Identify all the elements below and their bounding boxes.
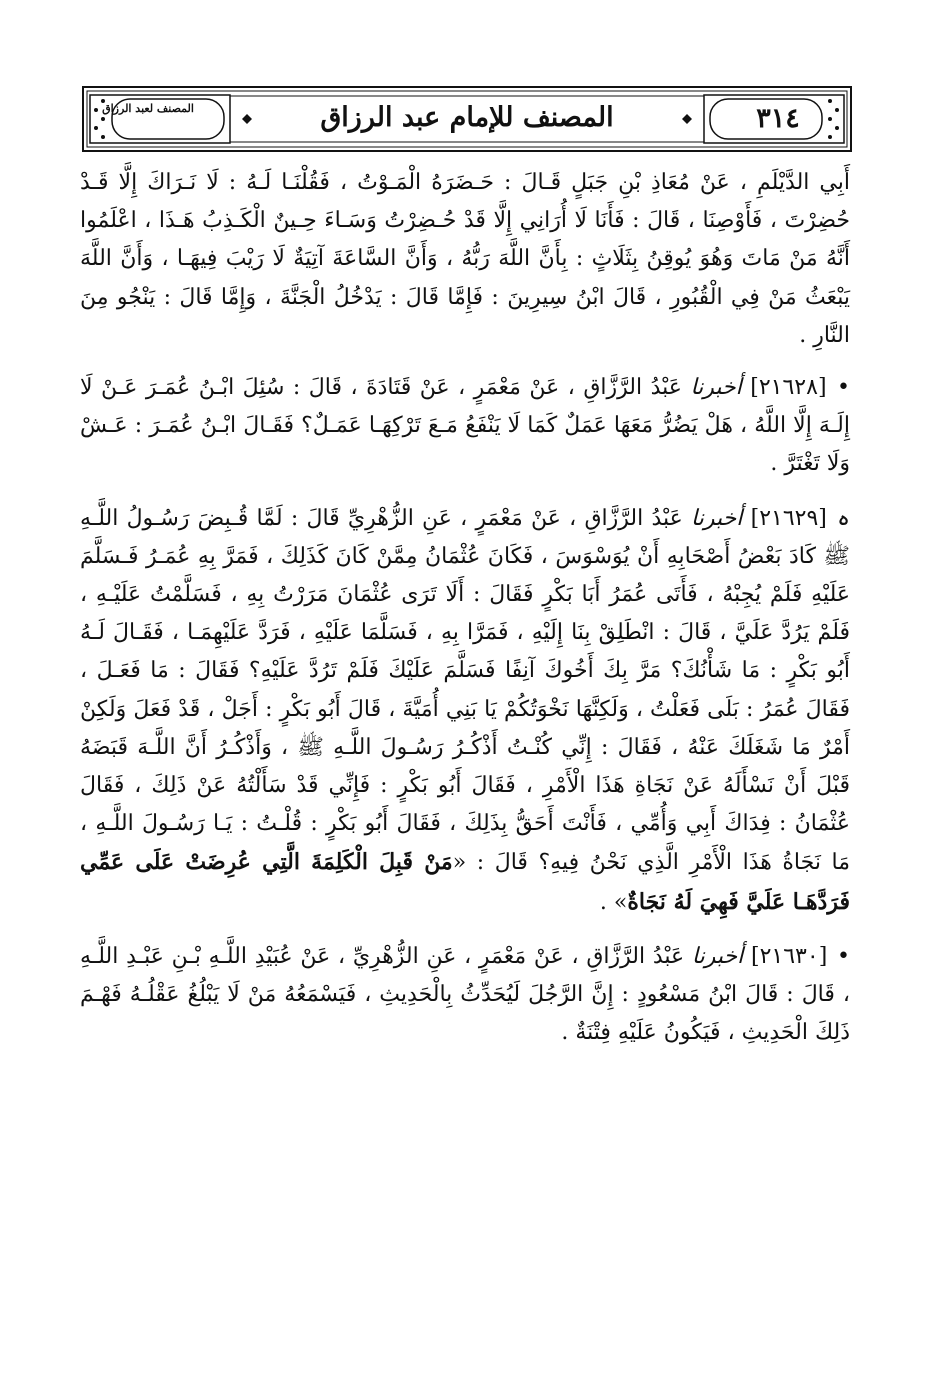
hadith-text: عَبْدُ الرَّزَّاقِ ، عَنْ مَعْمَرٍ ، عَنِ الزُّهْرِيِّ قَالَ : لَمَّا قُـبِضَ رَسُـولُ اللَّـهِ ﷺ كَادَ بَعْضُ أَصْحَابِهِ أَنْ يُوَسْوَسَ ، فَكَانَ عُثْمَانُ مِمَّنْ كَانَ كَذَلِكَ ، فَمَرَّ بِهِ عُمَـرُ فَـسَلَّمَ عَلَيْهِ فَلَمْ يُجِبْهُ ، فَأَتَى عُمَرُ أَبَا بَكْرٍ فَقَالَ : أَلَا تَرَى عُثْمَانَ مَرَرْتُ بِهِ ، فَسَلَّمْتُ عَلَيْـهِ ، فَلَمْ يَرُدَّ عَلَيَّ ، قَالَ : انْطَلِقْ بِنَا إِلَيْهِ ، فَمَرَّا بِهِ ، فَسَلَّمَا عَلَيْهِ ، فَرَدَّ عَلَيْهِمَـا ، فَقَـالَ لَـهُ أَبُو بَكْرٍ : مَا شَأْنُكَ؟ مَرَّ بِكَ أَخُوكَ آنِفًا فَسَلَّمَ عَلَيْكَ فَلَمْ تَرُدَّ عَلَيْهِ؟ فَقَالَ : مَا فَعَـلَ ، فَقَالَ عُمَرُ : بَلَى فَعَلْتُ ، وَلَكِنَّهَا نَخْوَتُكُمْ يَا بَنِي أُمَيَّةَ ، قَالَ أَبُو بَكْرٍ : أَجَلْ ، قَدْ فَعَلَ وَلَكِنْ أَمْرٌ مَا شَغَلَكَ عَنْهُ ، فَقَالَ : إِنِّي كُنْـتُ أَذْكُـرُ رَسُـولَ اللَّـهِ ﷺ ، وَأَذْكُـرُ أَنَّ اللَّـهَ قَبَضَهُ قَبْلَ أَنْ نَسْأَلَهُ عَنْ نَجَاةِ هَذَا الْأَمْرِ ، فَقَالَ أَبُو بَكْرٍ : فَإِنِّي قَدْ سَأَلْتُهُ عَنْ ذَلِكَ ، فَقَالَ عُثْمَانُ : فِدَاكَ أَبِي وَأُمِّي ، فَأَنْتَ أَحَقُّ بِذَلِكَ ، فَقَالَ أَبُو بَكْرٍ : قُلْـتُ : يَـا رَسُـولَ اللَّـهِ ، مَا نَجَاةُ هَذَا الْأَمْرِ الَّذِي نَحْنُ فِيهِ؟ قَالَ : «: [80, 505, 850, 876]
akhbarana-label: أخبرنا: [690, 375, 742, 401]
page-number: ٣١٤: [756, 103, 800, 134]
hadith-text: عَبْدُ الرَّزَّاقِ ، عَنْ مَعْمَرٍ ، عَنِ الزُّهْرِيِّ ، عَنْ عُبَيْدِ اللَّـهِ بْـنِ عَبْـدِ اللَّـهِ ، قَالَ : قَالَ ابْنُ مَسْعُودٍ : إِنَّ الرَّجُلَ لَيُحَدِّثُ بِالْحَدِيثِ ، فَيَسْمَعُهُ مَنْ لَا يَبْلُغُ عَقْلُـهُ فَهْـمَ ذَلِكَ الْحَدِيثِ ، فَيَكُونُ عَلَيْهِ فِتْنَةٌ .: [80, 943, 850, 1046]
hadith-number: [٢١٦٣٠]: [751, 943, 828, 969]
hadith-tail: » .: [599, 889, 628, 915]
hadith-marker: •: [837, 375, 851, 401]
akhbarana-label: أخبرنا: [691, 505, 743, 531]
page-body: [80, 164, 850, 1068]
paragraph-text: أَبِي الدَّيْلَمِ ، عَنْ مُعَاذِ بْنِ جَبَلٍ قَـالَ : حَـضَرَهُ الْمَـوْتُ ، فَقُلْنَـا لَـهُ : لَا نَـرَاكَ إِلَّا قَـدْ حُضِرْتَ ، فَأَوْصِنَا ، قَالَ : فَأَنَا لَا أُرَانِي إِلَّا قَدْ حُـضِرْتُ وَسَـاءَ حِـينٌ الْكَـذِبُ هَـذَا ، اعْلَمُوا أَنَّهُ مَنْ مَاتَ وَهُوَ يُوقِنُ بِثَلَاثٍ : بِأَنَّ اللَّهَ رَبُّهُ ، وَأَنَّ السَّاعَةَ آتِيَةٌ لَا رَيْبَ فِيهَـا ، وَأَنَّ اللَّهَ يَبْعَثُ مَنْ فِي الْقُبُورِ ، قَالَ ابْنُ سِيرِينَ : فَإِمَّا قَالَ : يَدْخُلُ الْجَنَّةَ ، وَإِمَّا قَالَ : يَنْجُو مِنَ النَّارِ .: [80, 170, 850, 348]
hadith-21629: [80, 500, 850, 922]
running-title: المصنف للإمام عبد الرزاق: [320, 102, 614, 133]
hadith-text: عَبْدُ الرَّزَّاقِ ، عَنْ مَعْمَرٍ ، عَنْ قَتَادَةَ ، قَالَ : سُئِلَ ابْـنُ عُمَـرَ عَـنْ لَا إِلَـهَ إِلَّا اللَّهُ ، هَلْ يَضُرُّ مَعَهَا عَمَلٌ كَمَا لَا يَنْفَعُ مَـعَ تَرْكِهَـا عَمَـلٌ؟ فَقَـالَ ابْـنُ عُمَـرَ : عَـشْ وَلَا تَغْتَرَّ .: [80, 375, 850, 477]
akhbarana-label: أخبرنا: [691, 943, 744, 969]
hadith-number: [٢١٦٢٩]: [750, 505, 827, 531]
hadith-number: [٢١٦٢٨]: [750, 375, 827, 401]
ornament-logo-text: المصنف لعبد الرزاق: [102, 102, 194, 115]
hadith-21628: [80, 369, 850, 484]
continued-paragraph: [80, 164, 850, 355]
prophetic-quote: مَنْ قَبِلَ الْكَلِمَةَ الَّتِي عُرِضَتْ عَلَى عَمِّي فَرَدَّهَـا عَلَيَّ فَهِيَ لَهُ نَجَاةٌ: [80, 849, 850, 915]
hadith-21630: [80, 938, 850, 1053]
page-header: [82, 86, 852, 152]
ornament-logo: [102, 99, 194, 139]
hadith-marker: •: [837, 943, 851, 969]
hadith-marker: ہ: [837, 505, 851, 531]
